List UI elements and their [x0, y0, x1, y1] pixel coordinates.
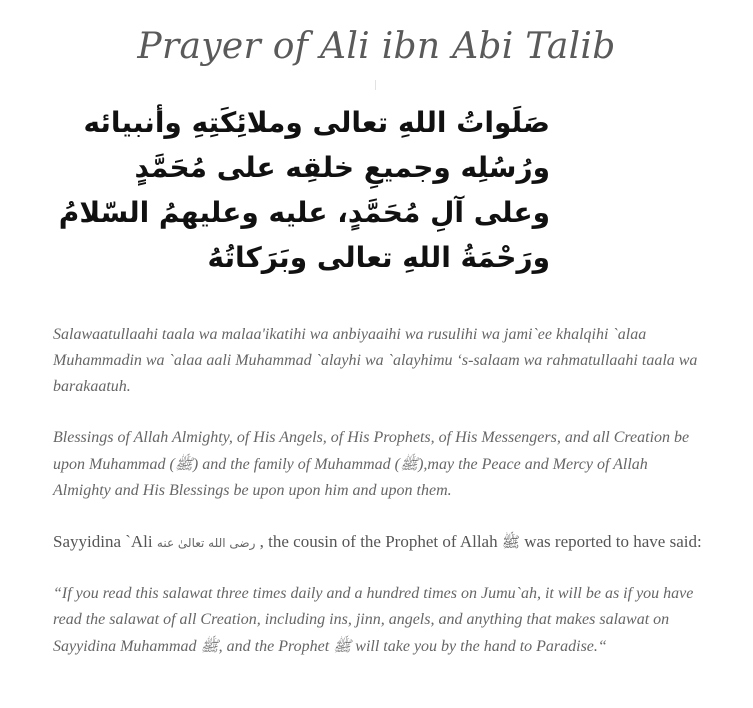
arabic-line-2: ورُسُلِه وجميعِ خلقِه على مُحَمَّدٍ — [134, 151, 550, 184]
title-divider — [375, 80, 376, 90]
quote-text-2: , and the Prophet — [218, 638, 334, 655]
arabic-prayer-image — [58, 100, 550, 280]
attribution-lead: Sayyidina `Ali — [53, 532, 157, 551]
saw-symbol: ﷺ — [200, 637, 219, 655]
saw-symbol: ﷺ — [399, 455, 419, 473]
arabic-line-4: ورَحْمَةُ اللهِ تعالى وبَرَكاتُهُ — [207, 241, 550, 274]
attribution-end: was reported to have said: — [519, 532, 702, 551]
translation-text-2: ) and the family of Muhammad ( — [192, 456, 400, 473]
page-title: Prayer of Ali ibn Abi Talib — [137, 26, 616, 67]
transliteration-paragraph: Salawaatullaahi taala wa malaa'ikatihi wa anbiyaaihi wa rusulihi wa jami`ee khalqihi `alaa Muhammadin wa `alaa aali Muhammad `alayhi wa `alayhimu ‘s-salaam wa rahmatullaahi taala wa barakaatuh. — [53, 326, 698, 395]
saw-symbol: ﷺ — [333, 637, 352, 655]
hadith-quote — [53, 581, 703, 660]
honorific-arabic: رضى الله تعالىٰ عنه — [156, 536, 256, 550]
arabic-line-3: وعلى آلِ مُحَمَّدٍ، عليه وعليهمُ السّلامُ — [58, 196, 550, 229]
saw-symbol: ﷺ — [174, 455, 193, 473]
translation-text-3: ),may the Peace and Mercy of Allah Almighty and His Blessings be upon upon him and upon them. — [53, 456, 648, 499]
arabic-line-1: صَلَواتُ اللهِ تعالى وملائِكَتِهِ وأنبيائه — [83, 106, 550, 139]
translation-text-1: Blessings of Allah Almighty, of His Angels, of His Prophets, of His Messengers, and all Creation be upon Muhammad ( — [53, 429, 690, 473]
attribution-paragraph — [53, 529, 703, 556]
quote-text-1: “If you read this salawat three times daily and a hundred times on Jumu`ah, it will be as if you have read the salawat of all Creation, including ins, jinn, angels, and anything that makes salawat on Sayyidina Muhammad — [53, 585, 694, 655]
saw-symbol: ﷺ — [501, 533, 520, 551]
quote-text-3: will take you by the hand to Paradise.“ — [351, 638, 607, 655]
translation-paragraph — [53, 425, 703, 504]
attribution-middle: , the cousin of the Prophet of Allah — [255, 532, 502, 551]
